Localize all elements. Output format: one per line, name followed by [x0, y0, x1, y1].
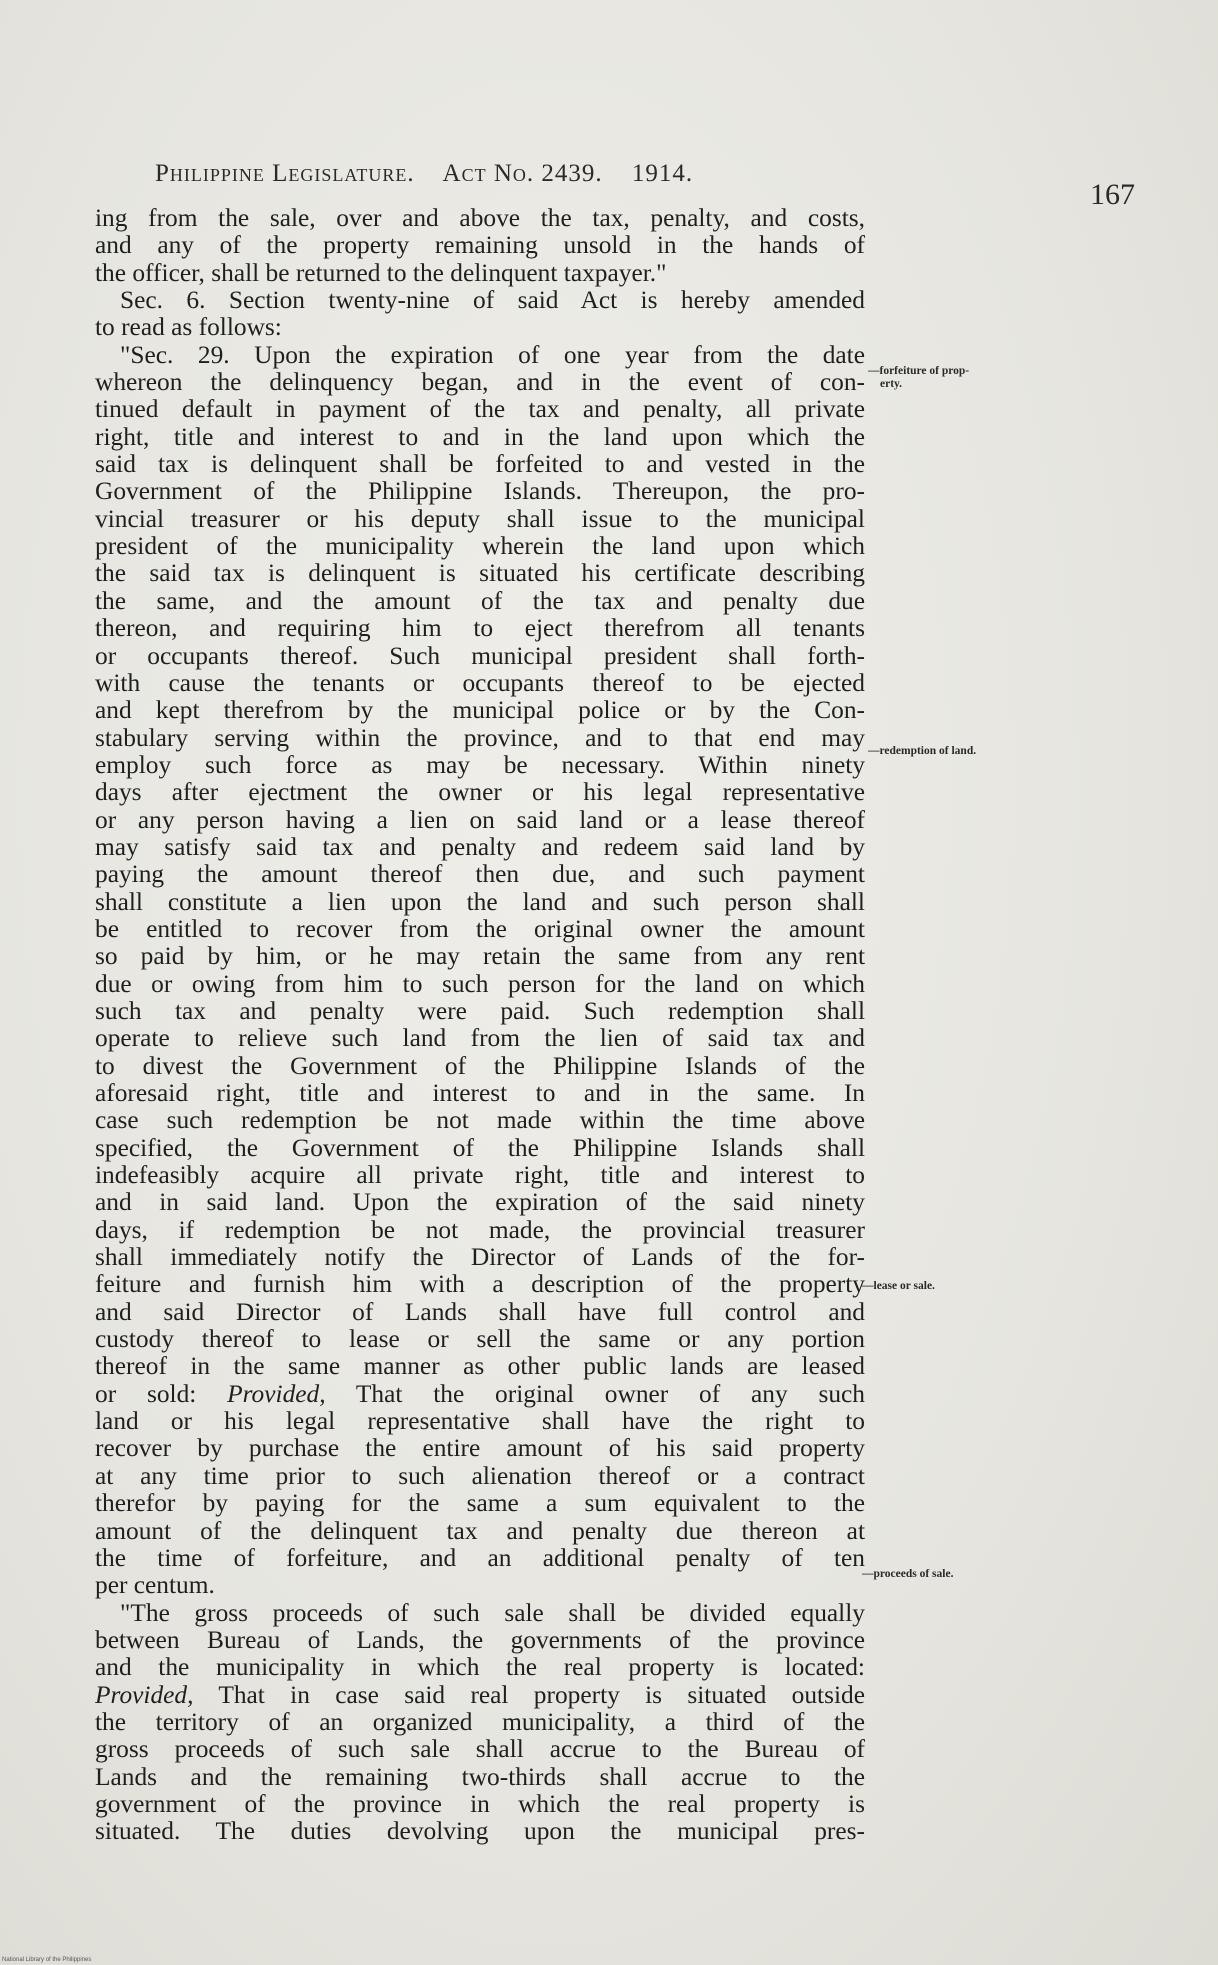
text-line: the said tax is delinquent is situated his certificate describing — [95, 559, 865, 588]
text-line: custody thereof to lease or sell the same or any portion — [95, 1325, 865, 1354]
text-line: the territory of an organized municipality, a third of the — [95, 1707, 865, 1736]
text-line: be entitled to recover from the original owner the amount — [95, 914, 865, 943]
text-line: and the municipality in which the real property is located: — [95, 1653, 865, 1682]
text-line: or any person having a lien on said land or a lease thereof — [95, 805, 865, 834]
footer-mark: National Library of the Philippines — [2, 1957, 92, 1963]
text-line: whereon the delinquency began, and in the event of con- — [95, 368, 865, 397]
text-line: land or his legal representative shall have the right to — [95, 1407, 865, 1436]
margin-note-lease: —lease or sale. — [862, 1280, 935, 1292]
text-line: days after ejectment the owner or his legal representative — [95, 778, 865, 807]
text-line: shall constitute a lien upon the land and such person shall — [95, 887, 865, 916]
text-line: therefor by paying for the same a sum equivalent to the — [95, 1489, 865, 1518]
text-line: at any time prior to such alienation thereof or a contract — [95, 1461, 865, 1490]
text-line: and in said land. Upon the expiration of the said ninety — [95, 1188, 865, 1217]
text-line: and kept therefrom by the municipal police or by the Con- — [95, 696, 865, 725]
running-header — [155, 160, 715, 188]
header-act: Act No. 2439. — [442, 160, 603, 187]
text-line: indefeasibly acquire all private right, title and interest to — [95, 1161, 865, 1190]
text-line: said tax is delinquent shall be forfeited to and vested in the — [95, 450, 865, 479]
text-line: between Bureau of Lands, the governments of the province — [95, 1625, 865, 1654]
margin-note-proceeds: —proceeds of sale. — [862, 1568, 954, 1580]
text-line: operate to relieve such land from the lien of said tax and — [95, 1024, 865, 1053]
text-line: employ such force as may be necessary. Within ninety — [95, 750, 865, 779]
text-line: feiture and furnish him with a description of the property — [95, 1270, 865, 1299]
text-line: days, if redemption be not made, the provincial treasurer — [95, 1215, 865, 1244]
text-line: with cause the tenants or occupants thereof to be ejected — [95, 668, 865, 697]
text-line: aforesaid right, title and interest to and in the same. In — [95, 1079, 865, 1107]
text-line: to read as follows: — [95, 313, 282, 342]
text-line: the officer, shall be returned to the delinquent taxpayer." — [95, 258, 667, 287]
text-line: government of the province in which the real property is — [95, 1789, 865, 1818]
text-line: situated. The duties devolving upon the municipal pres- — [95, 1817, 865, 1846]
text-line: recover by purchase the entire amount of his said property — [95, 1434, 865, 1463]
text-line: so paid by him, or he may retain the same from any rent — [95, 942, 865, 971]
text-line: shall immediately notify the Director of Lands of the for- — [95, 1243, 865, 1272]
header-publication: Philippine Legislature. — [155, 160, 415, 187]
text-line: president of the municipality wherein the land upon which — [95, 532, 865, 561]
text-line: and any of the property remaining unsold in the hands of — [95, 231, 865, 260]
text-line: or sold: Provided, That the original owner of any such — [95, 1379, 865, 1408]
page-number: 167 — [1090, 178, 1135, 211]
text-line: tinued default in payment of the tax and penalty, all private — [95, 395, 865, 424]
margin-note-redemption: —redemption of land. — [868, 745, 977, 757]
text-line: and said Director of Lands shall have full control and — [95, 1297, 865, 1326]
text-line: stabulary serving within the province, and to that end may — [95, 723, 865, 752]
text-line: amount of the delinquent tax and penalty due thereon at — [95, 1516, 865, 1545]
text-line: case such redemption be not made within the time above — [95, 1106, 865, 1135]
text-line: gross proceeds of such sale shall accrue to the Bureau of — [95, 1735, 865, 1764]
text-line: thereof in the same manner as other public lands are leased — [95, 1352, 865, 1381]
margin-note-forfeiture: —forfeiture of prop- erty. — [868, 365, 970, 390]
text-line: to divest the Government of the Philippine Islands of the — [95, 1051, 865, 1080]
text-line: specified, the Government of the Philippine Islands shall — [95, 1133, 865, 1162]
text-line: Provided, That in case said real property is situated outside — [95, 1680, 865, 1709]
text-line: thereon, and requiring him to eject therefrom all tenants — [95, 614, 865, 643]
text-line: per centum. — [95, 1571, 215, 1600]
text-line: or occupants thereof. Such municipal president shall forth- — [95, 641, 865, 670]
text-line: "The gross proceeds of such sale shall be divided equally — [120, 1598, 865, 1627]
text-line: the same, and the amount of the tax and penalty due — [95, 586, 865, 615]
text-line: ing from the sale, over and above the tax, penalty, and costs, — [95, 204, 865, 232]
text-line: "Sec. 29. Upon the expiration of one year from the date — [120, 340, 865, 369]
text-line: the time of forfeiture, and an additional penalty of ten — [95, 1543, 865, 1572]
text-line: Lands and the remaining two-thirds shall accrue to the — [95, 1762, 865, 1791]
text-line: such tax and penalty were paid. Such redemption shall — [95, 996, 865, 1025]
text-line: Government of the Philippine Islands. Thereupon, the pro- — [95, 477, 865, 506]
text-line: due or owing from him to such person for the land on which — [95, 969, 865, 998]
text-line: vincial treasurer or his deputy shall issue to the municipal — [95, 504, 865, 533]
header-year: 1914. — [631, 160, 694, 187]
body-text — [95, 205, 865, 1846]
text-line: may satisfy said tax and penalty and redeem said land by — [95, 832, 865, 861]
text-line: right, title and interest to and in the land upon which the — [95, 422, 865, 451]
text-line: Sec. 6. Section twenty-nine of said Act is hereby amended — [120, 286, 865, 315]
text-line: paying the amount thereof then due, and such payment — [95, 860, 865, 889]
